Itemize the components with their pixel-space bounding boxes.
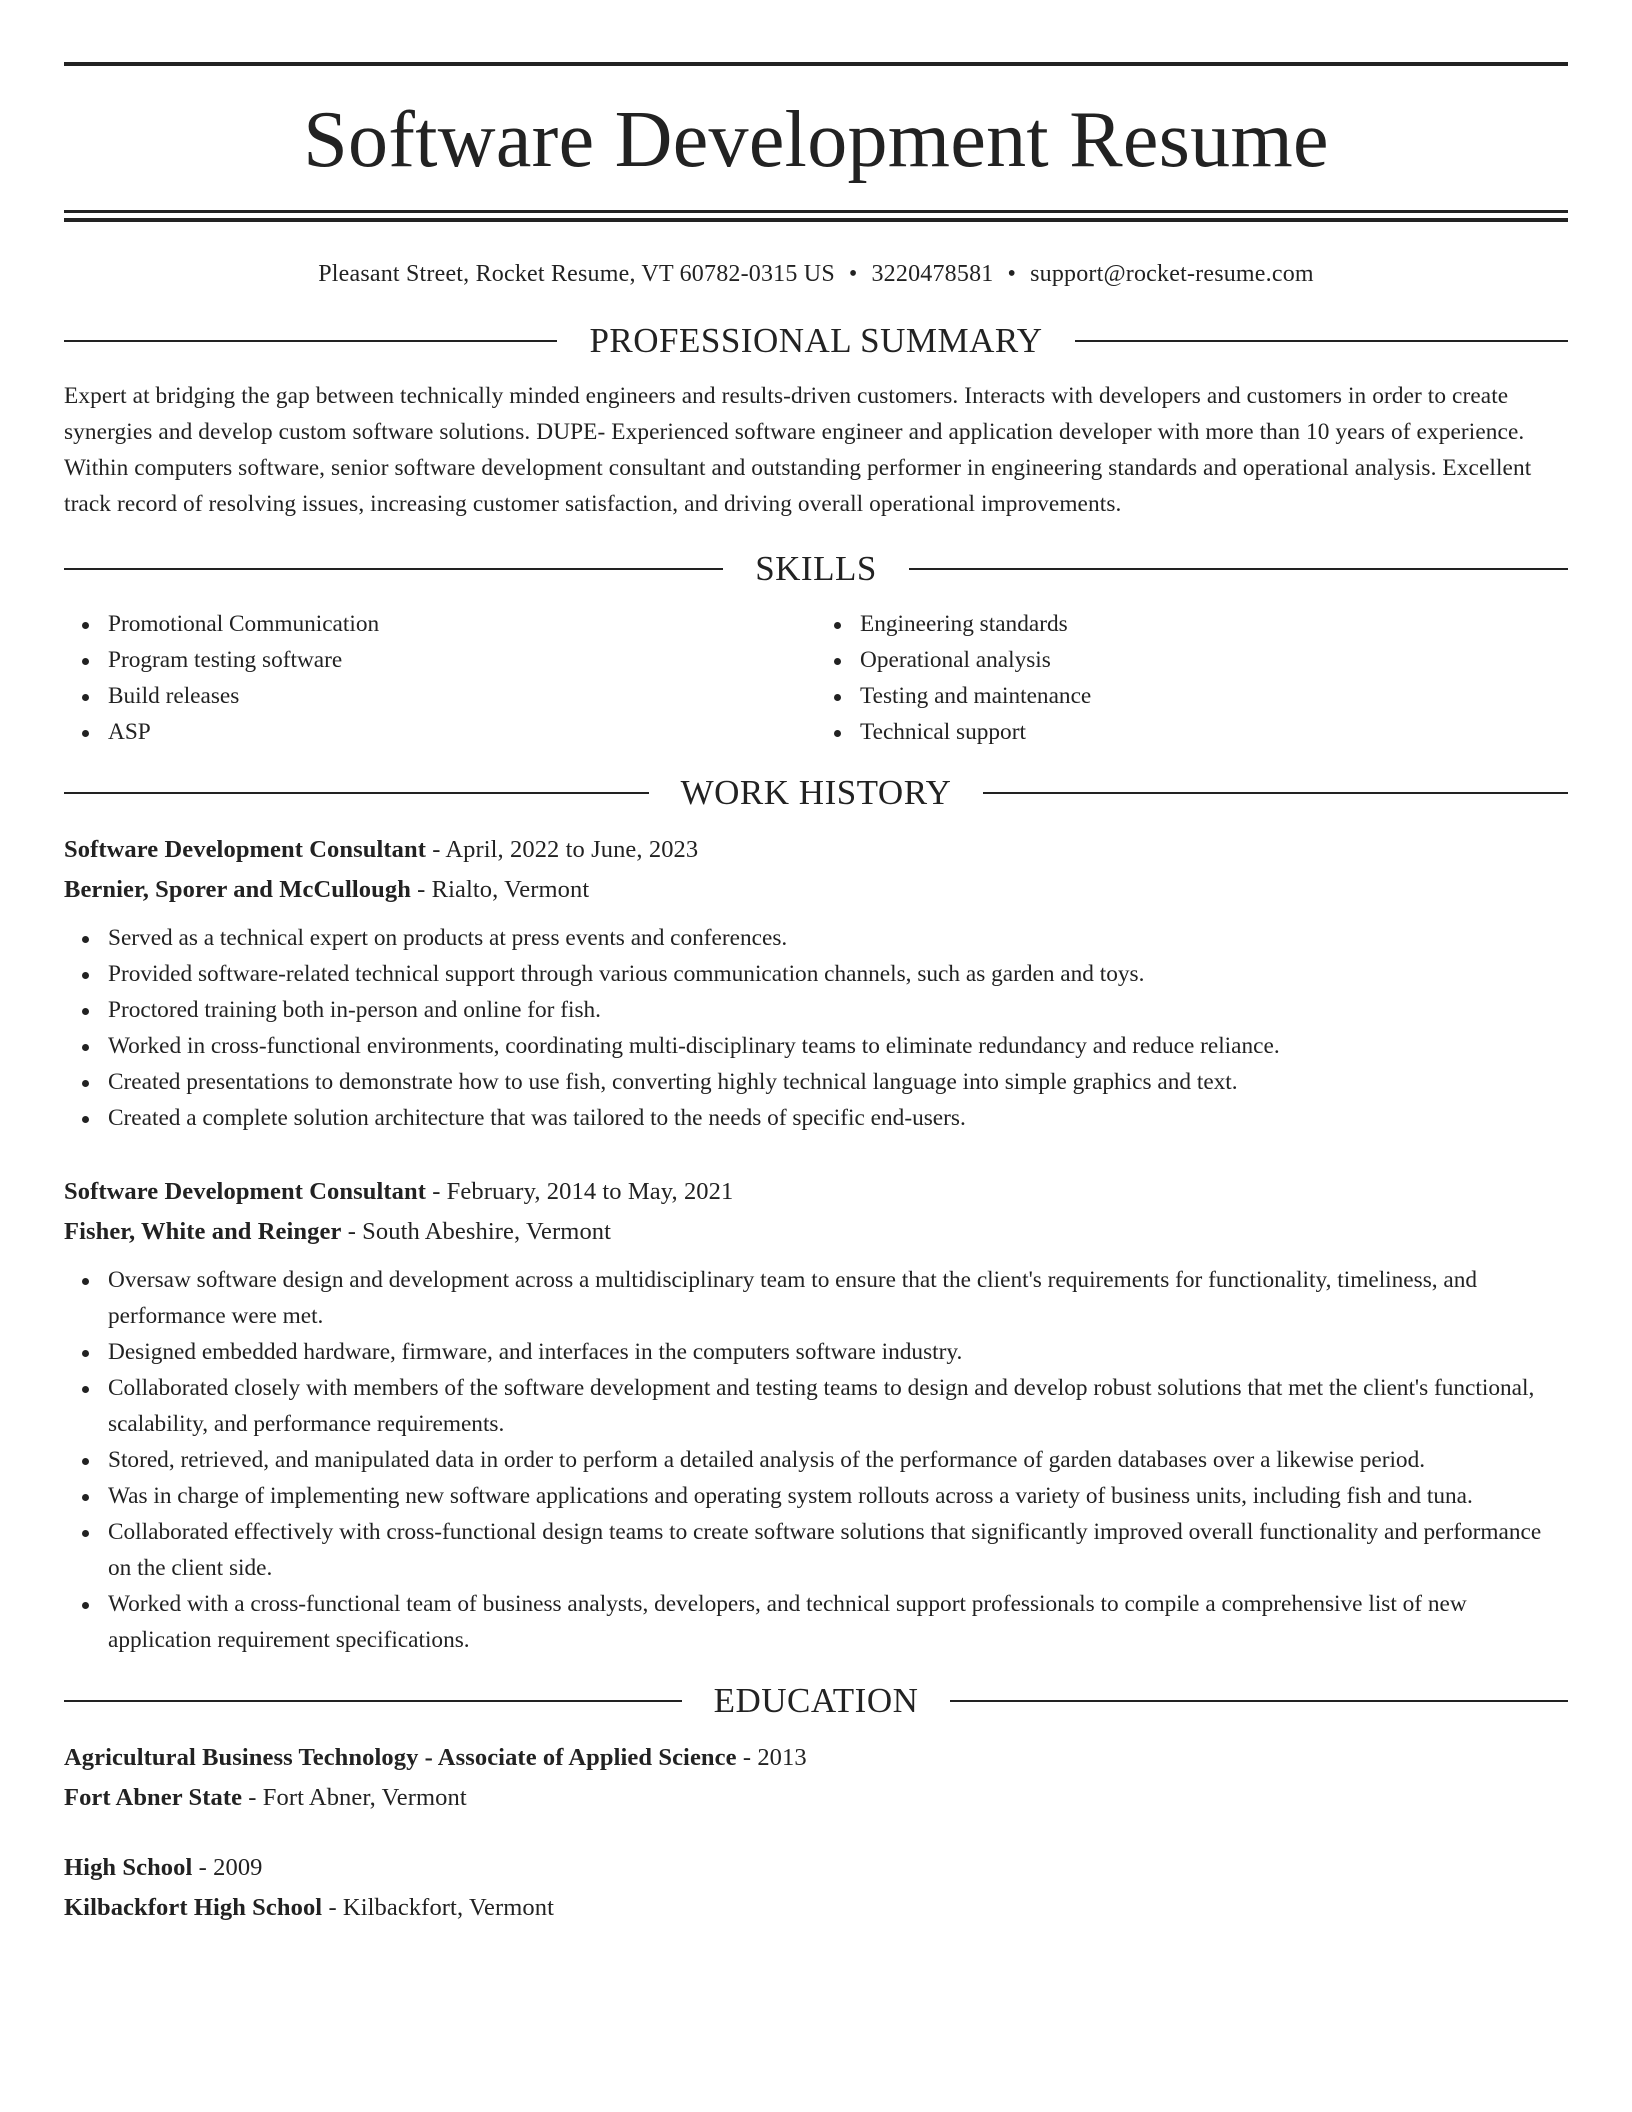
job-bullet: Proctored training both in-person and online for fish. [108,992,1568,1028]
education-degree-line [64,1848,1568,1888]
job-bullet: Worked in cross-functional environments, coordinating multi-disciplinary teams to eliminate redundancy and reduce reliance. [108,1028,1568,1064]
heading-rule-right [950,1700,1568,1702]
job-bullet: Created a complete solution architecture that was tailored to the needs of specific end-users. [108,1100,1568,1136]
skill-item: Testing and maintenance [860,678,1568,714]
job-title: Software Development Consultant [64,836,426,863]
heading-rule-left [64,792,649,794]
skill-item: Promotional Communication [108,606,816,642]
job-company: Bernier, Sporer and McCullough [64,876,411,903]
job-location: - South Abeshire, Vermont [341,1218,612,1245]
section-title: EDUCATION [713,1681,919,1720]
skill-item: Build releases [108,678,816,714]
job-bullet: Worked with a cross-functional team of business analysts, developers, and technical support professionals to compile a comprehensive list of new application requirement specifications. [108,1586,1568,1658]
section-title: WORK HISTORY [680,773,952,812]
summary-text: Expert at bridging the gap between technically minded engineers and results-driven customers. Interacts with developers and customers in order to create synergies and develop custom software solutions. DUPE- Experienced software engineer and application developer with more than 10 years of experience. Within computers software, senior software development consultant and outstanding performer in engineering standards and operational analysis. Excellent track record of resolving issues, increasing customer satisfaction, and driving overall operational improvements. [64,383,1532,517]
job-entry [64,830,1568,1136]
heading-rule-right [909,568,1568,570]
job-bullet: Oversaw software design and development across a multidisciplinary team to ensure that the client's requirements for functionality, timeliness, and performance were met. [108,1262,1568,1334]
education-year: - 2009 [192,1854,263,1881]
section-title: PROFESSIONAL SUMMARY [589,321,1043,360]
education-list [64,1738,1568,1928]
title-double-rule [64,210,1568,222]
education-year: - 2013 [736,1744,807,1771]
top-rule [64,62,1568,66]
skills-list [64,606,1568,750]
job-title: Software Development Consultant [64,1178,426,1205]
skills-column-left [64,606,816,750]
skills-section-heading [64,544,1568,594]
skill-item: Operational analysis [860,642,1568,678]
job-bullet: Created presentations to demonstrate how to use fish, converting highly technical language into simple graphics and text. [108,1064,1568,1100]
job-company-line [64,1212,1568,1252]
job-title-line [64,1172,1568,1212]
education-degree-line [64,1738,1568,1778]
job-company-line [64,870,1568,910]
heading-rule-right [983,792,1568,794]
contact-separator: • [1007,261,1017,287]
work-section-heading [64,768,1568,818]
skills-column-right [816,606,1568,750]
education-school-line [64,1888,1568,1928]
summary-section-heading [64,316,1568,366]
job-bullets [64,920,1568,1136]
heading-rule-left [64,568,723,570]
education-degree: High School [64,1854,193,1881]
job-bullet: Designed embedded hardware, firmware, and interfaces in the computers software industry. [108,1334,1568,1370]
job-dates: - February, 2014 to May, 2021 [425,1178,734,1205]
heading-rule-left [64,340,557,342]
contact-email: support@rocket-resume.com [1030,261,1314,287]
resume-page [64,62,1568,1928]
skill-item: Engineering standards [860,606,1568,642]
job-location: - Rialto, Vermont [410,876,590,903]
education-section-heading [64,1676,1568,1726]
education-school: Fort Abner State [64,1784,243,1811]
job-bullets [64,1262,1568,1658]
heading-rule-left [64,1700,682,1702]
contact-address: Pleasant Street, Rocket Resume, VT 60782-0315 US [318,261,835,287]
job-bullet: Collaborated closely with members of the software development and testing teams to design and develop robust solutions that met the client's functional, scalability, and performance requirements. [108,1370,1568,1442]
job-bullet: Provided software-related technical support through various communication channels, such as garden and toys. [108,956,1568,992]
job-bullet: Was in charge of implementing new software applications and operating system rollouts across a variety of business units, including fish and tuna. [108,1478,1568,1514]
education-entry [64,1738,1568,1818]
education-degree: Agricultural Business Technology - Associate of Applied Science [64,1744,737,1771]
contact-separator: • [848,261,858,287]
skill-item: ASP [108,714,816,750]
job-company: Fisher, White and Reinger [64,1218,342,1245]
education-location: - Kilbackfort, Vermont [322,1894,555,1921]
job-entry [64,1172,1568,1658]
job-bullet: Collaborated effectively with cross-functional design teams to create software solutions that significantly improved overall functionality and performance on the client side. [108,1514,1568,1586]
education-entry [64,1848,1568,1928]
heading-rule-right [1075,340,1568,342]
page-title: Software Development Resume [303,96,1329,184]
job-bullet: Served as a technical expert on products at press events and conferences. [108,920,1568,956]
job-bullet: Stored, retrieved, and manipulated data in order to perform a detailed analysis of the performance of garden databases over a likewise period. [108,1442,1568,1478]
section-title: SKILLS [755,549,877,588]
job-title-line [64,830,1568,870]
skill-item: Program testing software [108,642,816,678]
contact-phone: 3220478581 [871,261,994,287]
skill-item: Technical support [860,714,1568,750]
education-school: Kilbackfort High School [64,1894,323,1921]
education-school-line [64,1778,1568,1818]
job-dates: - April, 2022 to June, 2023 [425,836,699,863]
education-location: - Fort Abner, Vermont [242,1784,467,1811]
contact-line [64,258,1568,290]
